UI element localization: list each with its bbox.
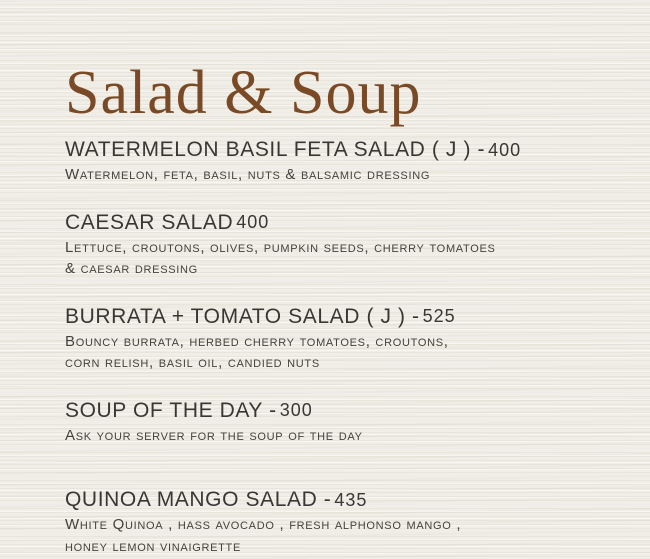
item-name bbox=[65, 305, 650, 329]
item-price: 435 bbox=[334, 489, 368, 510]
item-name bbox=[65, 488, 650, 512]
item-price: 400 bbox=[488, 139, 522, 160]
menu-item-watermelon-basil-feta-salad bbox=[65, 138, 650, 186]
item-name bbox=[65, 138, 650, 162]
item-description-line: Bouncy burrata, herbed cherry tomatoes, croutons, bbox=[65, 332, 449, 350]
menu-section-title: Salad & Soup bbox=[65, 59, 422, 127]
item-name bbox=[65, 399, 650, 423]
item-description-line: honey lemon vinaigrette bbox=[65, 537, 242, 555]
item-price: 525 bbox=[422, 306, 456, 326]
item-name-text: WATERMELON BASIL FETA SALAD ( J ) - bbox=[65, 138, 486, 161]
item-description-line: Watermelon, feta, basil, nuts & balsamic dressing bbox=[65, 166, 431, 183]
menu-item-burrata-tomato-salad bbox=[65, 305, 650, 374]
item-price: 300 bbox=[279, 400, 313, 420]
menu-item-soup-of-the-day bbox=[65, 399, 650, 447]
item-description-line: corn relish, basil oil, candied nuts bbox=[65, 354, 320, 371]
item-description-line: Ask your server for the soup of the day bbox=[65, 426, 363, 444]
item-description-line: White Quinoa , hass avocado , fresh alphonso mango , bbox=[65, 516, 462, 533]
item-name-text: CAESAR SALAD bbox=[65, 210, 234, 234]
item-name-text: QUINOA MANGO SALAD - bbox=[65, 488, 332, 511]
item-price: 400 bbox=[236, 212, 270, 232]
menu-item-quinoa-mango-salad bbox=[65, 488, 650, 557]
item-description-line: & caesar dressing bbox=[65, 260, 198, 277]
item-name bbox=[65, 211, 650, 235]
item-name-text: BURRATA + TOMATO SALAD ( J ) - bbox=[65, 304, 420, 328]
item-description-line: Lettuce, croutons, olives, pumpkin seeds, cherry tomatoes bbox=[65, 238, 496, 256]
menu-item-caesar-salad bbox=[65, 211, 650, 280]
item-name-text: SOUP OF THE DAY - bbox=[65, 398, 277, 422]
